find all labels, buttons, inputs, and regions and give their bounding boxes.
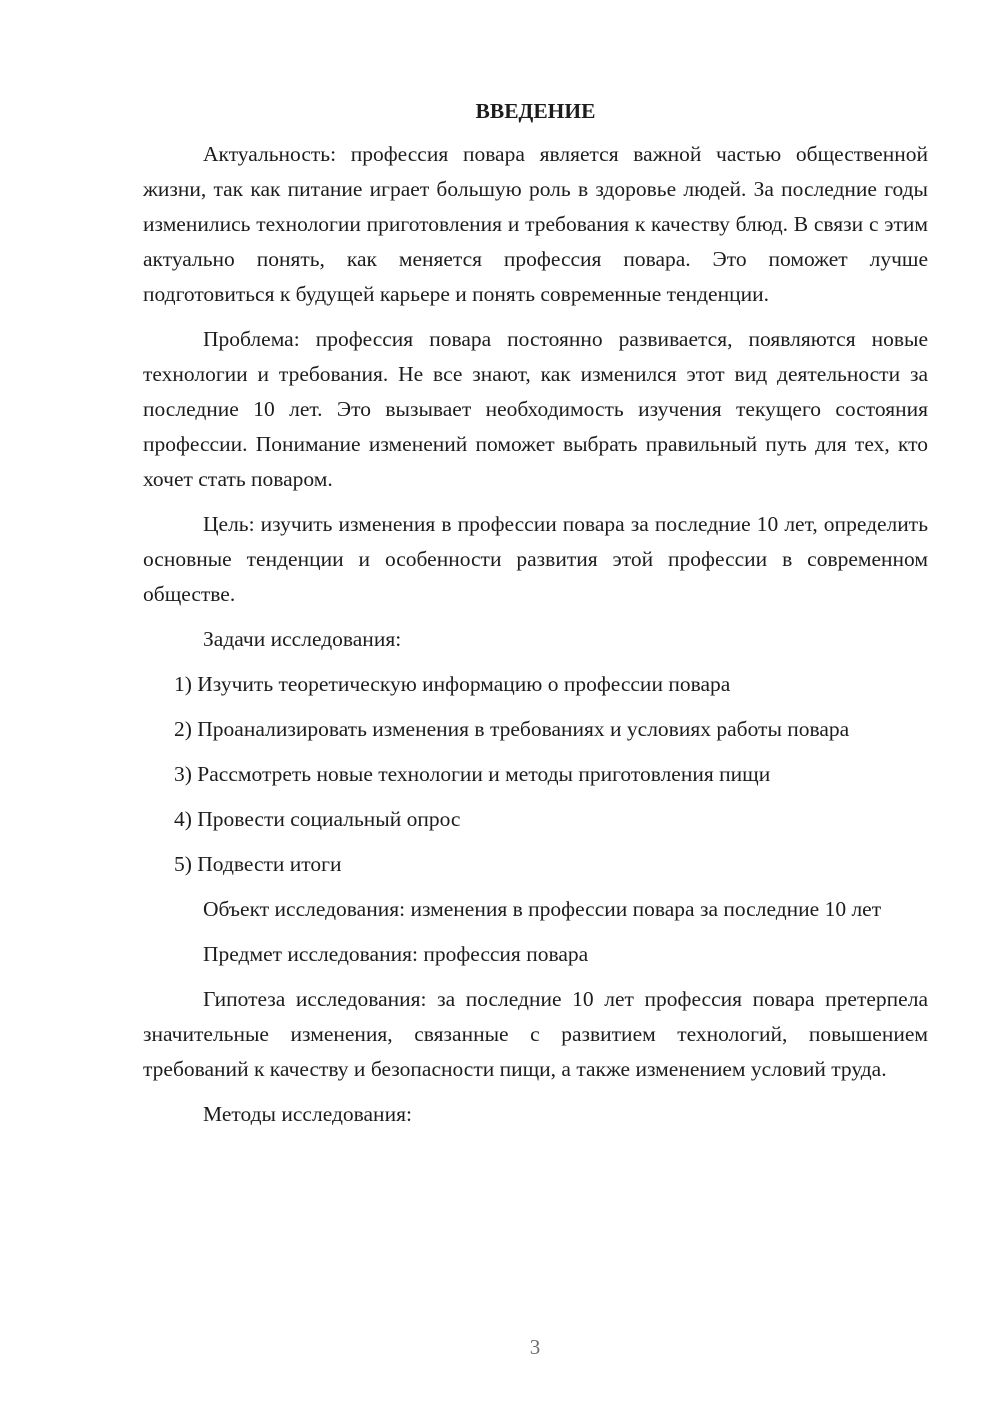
- subject-paragraph: Предмет исследования: профессия повара: [203, 942, 589, 966]
- tasks-heading: Задачи исследования:: [203, 627, 402, 651]
- page-title: ВВЕДЕНИЕ: [475, 99, 596, 123]
- task-item-5: 5) Подвести итоги: [174, 852, 342, 876]
- task-item-4: 4) Провести социальный опрос: [174, 807, 461, 831]
- relevance-paragraph: Актуальность: профессия повара является важной частью общественной жизни, так как питание играет большую роль в здоровье людей. За последние годы изменились технологии приготовления и требования к качеству блюд. В связи с этим актуально понять, как меняется профессия повара. Это поможет лучше подготовиться к будущей карьере и понять современные тенденции.: [143, 142, 928, 306]
- hypothesis-paragraph: Гипотеза исследования: за последние 10 лет профессия повара претерпела значительные изменения, связанные с развитием технологий, повышением требований к качеству и безопасности пищи, а также изменением условий труда.: [143, 987, 928, 1081]
- problem-paragraph: Проблема: профессия повара постоянно развивается, появляются новые технологии и требования. Не все знают, как изменился этот вид деятельности за последние 10 лет. Это вызывает необходимость изучения текущего состояния профессии. Понимание изменений поможет выбрать правильный путь для тех, кто хочет стать поваром.: [143, 327, 928, 491]
- object-paragraph: Объект исследования: изменения в профессии повара за последние 10 лет: [203, 897, 882, 921]
- methods-heading: Методы исследования:: [203, 1102, 412, 1126]
- task-item-1: 1) Изучить теоретическую информацию о профессии повара: [174, 672, 731, 696]
- page-content: [143, 96, 928, 1142]
- page-number: 3: [529, 1335, 541, 1359]
- task-item-3: 3) Рассмотреть новые технологии и методы приготовления пищи: [174, 762, 771, 786]
- goal-paragraph: Цель: изучить изменения в профессии повара за последние 10 лет, определить основные тенденции и особенности развития этой профессии в современном обществе.: [143, 512, 928, 606]
- task-item-2: 2) Проанализировать изменения в требованиях и условиях работы повара: [174, 717, 850, 741]
